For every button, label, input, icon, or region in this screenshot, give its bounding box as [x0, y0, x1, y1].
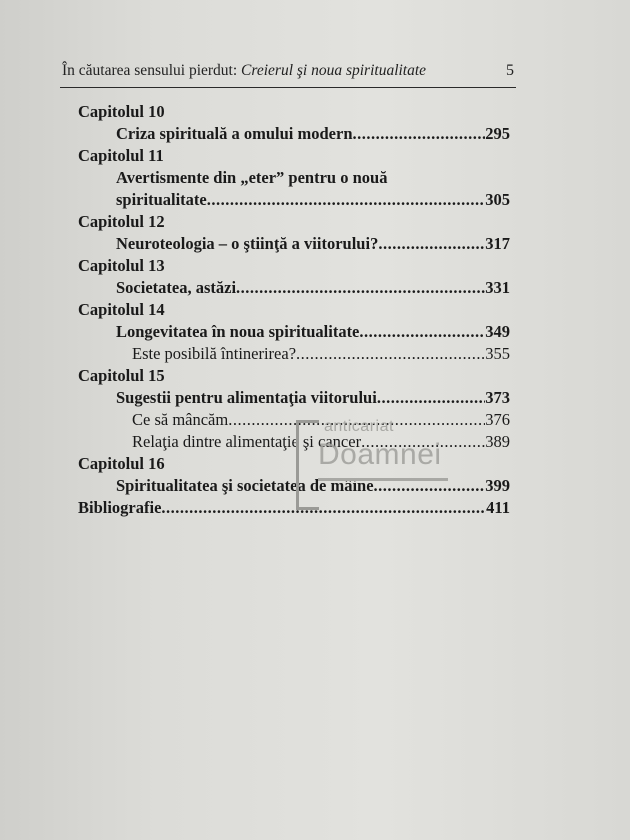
toc-page-number: 376	[485, 410, 510, 429]
toc-entry	[60, 343, 510, 365]
toc-page-number: 373	[485, 388, 510, 407]
toc-entry	[60, 123, 510, 145]
toc-chapter-heading	[60, 211, 510, 233]
toc-chapter-heading	[60, 365, 510, 387]
toc-chapter-heading	[60, 299, 510, 321]
toc-entry-label: spiritualitate	[116, 190, 207, 209]
toc-chapter-heading	[60, 101, 510, 123]
toc-entry-label: Bibliografie	[78, 498, 162, 517]
toc-dot-leader	[207, 189, 486, 211]
page-number: 5	[506, 62, 514, 79]
toc-entry-label: Este posibilă întinerirea?	[132, 344, 297, 363]
toc-entry	[60, 189, 510, 211]
toc-page-number: 349	[485, 322, 510, 341]
header-rule	[60, 87, 516, 88]
toc-dot-leader	[377, 387, 485, 409]
toc-dot-leader	[296, 343, 485, 365]
chapter-label: Capitolul 11	[78, 146, 164, 165]
toc-entry-label: Spiritualitatea şi societatea de mâine	[116, 476, 374, 495]
chapter-label: Capitolul 12	[78, 212, 165, 231]
toc-dot-leader	[236, 277, 485, 299]
watermark-main-text: Doamnei	[318, 438, 442, 471]
watermark-underline	[318, 478, 448, 481]
running-head	[62, 62, 514, 82]
toc-entry-label: Relaţia dintre alimentaţie şi cancer	[132, 432, 362, 451]
toc-entry-label: Sugestii pentru alimentaţia viitorului	[116, 388, 377, 407]
toc-chapter-heading	[60, 255, 510, 277]
toc-entry-label: Societatea, astăzi	[116, 278, 237, 297]
toc-entry-label: Avertismente din „eter” pentru o nouă	[116, 168, 388, 187]
toc-page-number: 331	[485, 278, 510, 297]
watermark-logo	[296, 418, 456, 508]
toc-page-number: 389	[485, 432, 510, 451]
watermark-frame	[296, 420, 319, 510]
toc-entry	[60, 277, 510, 299]
toc-dot-leader	[378, 233, 485, 255]
book-page	[60, 40, 530, 820]
toc-entry	[60, 387, 510, 409]
book-title-italic: Creierul şi noua spiritualitate	[241, 62, 427, 79]
toc-page-number: 355	[485, 344, 510, 363]
toc-page-number: 411	[486, 498, 510, 517]
toc-page-number: 317	[485, 234, 510, 253]
toc-entry	[60, 233, 510, 255]
toc-dot-leader	[353, 123, 486, 145]
chapter-label: Capitolul 13	[78, 256, 165, 275]
book-title-roman: În căutarea sensului pierdut:	[62, 62, 242, 79]
toc-chapter-heading	[60, 145, 510, 167]
toc-entry	[60, 167, 510, 189]
toc-page-number: 295	[485, 124, 510, 143]
toc-dot-leader	[359, 321, 485, 343]
toc-page-number: 399	[485, 476, 510, 495]
chapter-label: Capitolul 14	[78, 300, 165, 319]
toc-entry-label: Criza spirituală a omului modern	[116, 124, 353, 143]
toc-entry-label: Longevitatea în noua spiritualitate	[116, 322, 360, 341]
toc-entry-label: Ce să mâncăm	[132, 410, 229, 429]
chapter-label: Capitolul 15	[78, 366, 165, 385]
toc-entry-label: Neuroteologia – o ştiinţă a viitorului?	[116, 234, 379, 253]
toc-entry	[60, 321, 510, 343]
chapter-label: Capitolul 10	[78, 102, 165, 121]
chapter-label: Capitolul 16	[78, 454, 165, 473]
watermark-top-text: anticariat	[324, 418, 394, 435]
toc-page-number: 305	[485, 190, 510, 209]
